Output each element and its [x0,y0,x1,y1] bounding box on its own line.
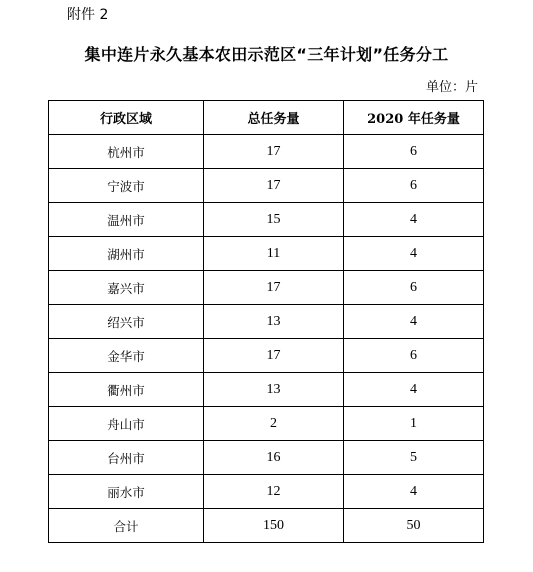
table-row [49,407,484,441]
total-cell: 12 [204,475,344,509]
region-cell: 台州市 [49,441,204,475]
table-row [49,475,484,509]
total-cell: 2 [204,407,344,441]
grand-total-cell: 150 [204,509,344,543]
grand-total-2020-cell: 50 [344,509,484,543]
region-cell: 湖州市 [49,237,204,271]
region-cell: 衢州市 [49,373,204,407]
region-cell: 杭州市 [49,135,204,169]
table-header-row [49,101,484,135]
region-cell: 宁波市 [49,169,204,203]
y2020-cell: 4 [344,237,484,271]
unit-label: 单位：片 [425,80,478,95]
total-cell: 13 [204,373,344,407]
attachment-label: 附件 2 [67,7,109,23]
region-cell: 舟山市 [49,407,204,441]
y2020-cell: 4 [344,305,484,339]
table-row [49,373,484,407]
table-total-row [49,509,484,543]
table-row [49,339,484,373]
region-cell: 温州市 [49,203,204,237]
table-row [49,441,484,475]
y2020-cell: 6 [344,135,484,169]
region-cell: 金华市 [49,339,204,373]
header-total: 总任务量 [204,101,344,135]
total-cell: 16 [204,441,344,475]
total-cell: 15 [204,203,344,237]
region-cell: 嘉兴市 [49,271,204,305]
y2020-cell: 4 [344,203,484,237]
table-row [49,305,484,339]
total-cell: 13 [204,305,344,339]
table-row [49,203,484,237]
total-label-cell: 合计 [49,509,204,543]
total-cell: 17 [204,169,344,203]
header-2020: 2020 年任务量 [344,101,484,135]
total-cell: 17 [204,135,344,169]
y2020-cell: 4 [344,475,484,509]
document-title: 集中连片永久基本农田示范区“三年计划”任务分工 [84,45,449,64]
table-row [49,135,484,169]
table-row [49,169,484,203]
region-cell: 丽水市 [49,475,204,509]
table-row [49,237,484,271]
y2020-cell: 1 [344,407,484,441]
y2020-cell: 6 [344,271,484,305]
y2020-cell: 5 [344,441,484,475]
total-cell: 17 [204,339,344,373]
y2020-cell: 6 [344,339,484,373]
total-cell: 17 [204,271,344,305]
region-cell: 绍兴市 [49,305,204,339]
total-cell: 11 [204,237,344,271]
task-allocation-table [48,100,484,543]
header-region: 行政区域 [49,101,204,135]
y2020-cell: 4 [344,373,484,407]
y2020-cell: 6 [344,169,484,203]
table-row [49,271,484,305]
